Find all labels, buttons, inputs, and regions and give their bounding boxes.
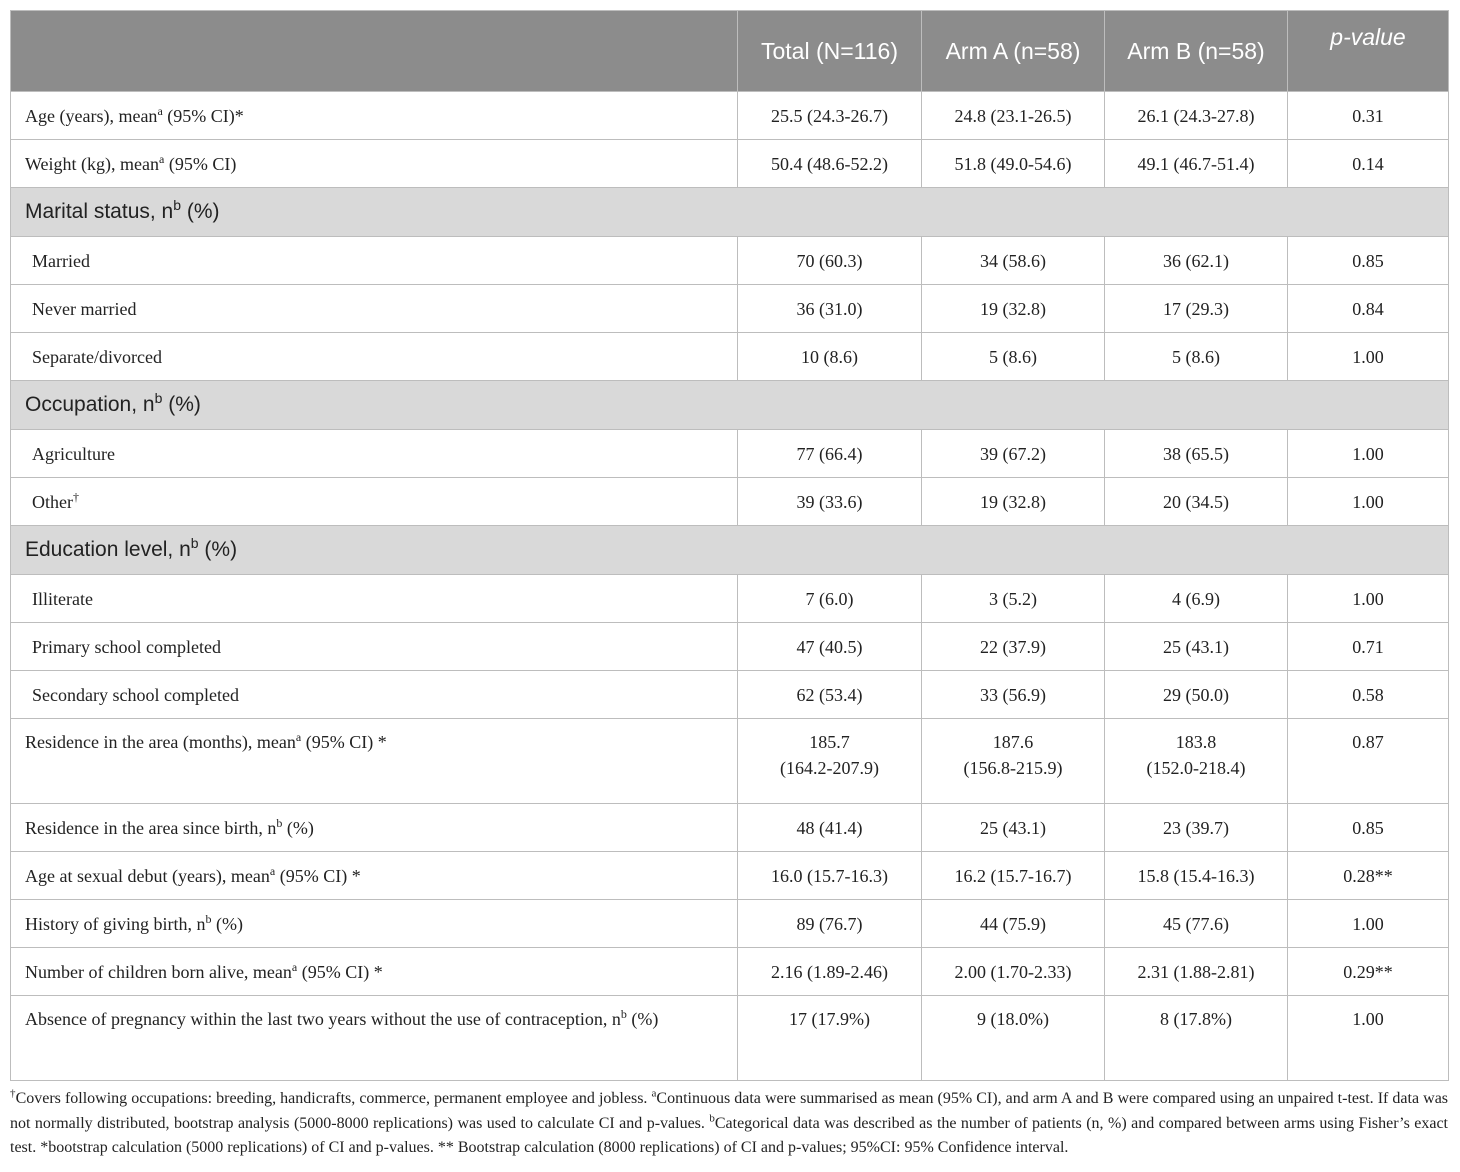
- cell-total: 77 (66.4): [738, 430, 922, 478]
- cell-arm-b: 5 (8.6): [1105, 333, 1288, 381]
- cell-pvalue: 1.00: [1288, 430, 1449, 478]
- row-label: Separate/divorced: [11, 333, 738, 381]
- row-label: Agriculture: [11, 430, 738, 478]
- cell-total: 89 (76.7): [738, 900, 922, 948]
- cell-total: 36 (31.0): [738, 285, 922, 333]
- table-row: [11, 623, 1449, 671]
- table-row: [11, 140, 1449, 188]
- cell-arm-a: 34 (58.6): [922, 237, 1105, 285]
- cell-total: 25.5 (24.3-26.7): [738, 92, 922, 140]
- row-label: Illiterate: [11, 575, 738, 623]
- row-label: Age (years), mean$^a$ (95% CI)*: [11, 92, 738, 140]
- cell-pvalue: 1.00: [1288, 478, 1449, 526]
- section-education-level: [11, 526, 1449, 575]
- cell-pvalue: 0.31: [1288, 92, 1449, 140]
- cell-pvalue: 1.00: [1288, 996, 1449, 1081]
- cell-arm-a: 187.6 (156.8-215.9): [922, 719, 1105, 804]
- cell-pvalue: 0.29**: [1288, 948, 1449, 996]
- table-header-row: [11, 11, 1449, 92]
- baseline-characteristics-table: [10, 10, 1449, 1081]
- table-row: [11, 671, 1449, 719]
- cell-arm-a: 51.8 (49.0-54.6): [922, 140, 1105, 188]
- cell-total: 10 (8.6): [738, 333, 922, 381]
- section-title: Education level, $n^b$ (%): [11, 526, 1449, 575]
- cell-arm-b: 25 (43.1): [1105, 623, 1288, 671]
- cell-arm-b: 23 (39.7): [1105, 804, 1288, 852]
- table-row: [11, 804, 1449, 852]
- cell-total: 7 (6.0): [738, 575, 922, 623]
- cell-pvalue: 0.71: [1288, 623, 1449, 671]
- cell-arm-a: 9 (18.0%): [922, 996, 1105, 1081]
- cell-arm-a: 19 (32.8): [922, 478, 1105, 526]
- row-label: Absence of pregnancy within the last two years without the use of contraception, $n^b$ (%): [11, 996, 738, 1081]
- header-blank: [11, 11, 738, 92]
- cell-arm-a: 44 (75.9): [922, 900, 1105, 948]
- cell-arm-b: 45 (77.6): [1105, 900, 1288, 948]
- cell-pvalue: 0.84: [1288, 285, 1449, 333]
- table-container: [10, 10, 1448, 1161]
- cell-arm-b: 20 (34.5): [1105, 478, 1288, 526]
- row-label: Number of children born alive, mean$^a$ (95% CI) *: [11, 948, 738, 996]
- table-footnote: †Covers following occupations: breeding, handicrafts, commerce, permanent employee and jobless. $^a$Continuous data were summarised as mean (95% CI), and arm A and B were compared using an unpaired t-test. If data was not normally distributed, bootstrap analysis (5000-8000 replications) was used to calculate CI and p-values. $^b$Categorical data was described as the number of patients (n, %) and compared between arms using Fisher’s exact test. *bootstrap calculation (5000 replications) of CI and p-values. ** Bootstrap calculation (8000 replications) of CI and p-values; 95%CI: 95% Confidence interval.: [10, 1087, 1449, 1156]
- cell-arm-a: 22 (37.9): [922, 623, 1105, 671]
- cell-pvalue: 1.00: [1288, 333, 1449, 381]
- row-label: Weight (kg), mean$^a$ (95% CI): [11, 140, 738, 188]
- cell-total: 62 (53.4): [738, 671, 922, 719]
- cell-arm-a: 39 (67.2): [922, 430, 1105, 478]
- cell-pvalue: 0.58: [1288, 671, 1449, 719]
- table-row: [11, 575, 1449, 623]
- cell-arm-b: 15.8 (15.4-16.3): [1105, 852, 1288, 900]
- cell-total: 2.16 (1.89-2.46): [738, 948, 922, 996]
- table-row: [11, 430, 1449, 478]
- cell-arm-a: 5 (8.6): [922, 333, 1105, 381]
- cell-total: 48 (41.4): [738, 804, 922, 852]
- cell-arm-b: 17 (29.3): [1105, 285, 1288, 333]
- row-label: Never married: [11, 285, 738, 333]
- section-title: Marital status, $n^b$ (%): [11, 188, 1449, 237]
- header-total: Total (N=116): [738, 11, 922, 92]
- cell-arm-a: 2.00 (1.70-2.33): [922, 948, 1105, 996]
- cell-total: 47 (40.5): [738, 623, 922, 671]
- table-row: [11, 948, 1449, 996]
- table-row: [11, 996, 1449, 1081]
- cell-total: 39 (33.6): [738, 478, 922, 526]
- table-row: [11, 900, 1449, 948]
- cell-arm-b: 26.1 (24.3-27.8): [1105, 92, 1288, 140]
- cell-total: 185.7 (164.2-207.9): [738, 719, 922, 804]
- cell-arm-b: 8 (17.8%): [1105, 996, 1288, 1081]
- section-occupation: [11, 381, 1449, 430]
- cell-arm-b: 38 (65.5): [1105, 430, 1288, 478]
- cell-arm-b: 29 (50.0): [1105, 671, 1288, 719]
- cell-total: 70 (60.3): [738, 237, 922, 285]
- cell-pvalue: 1.00: [1288, 900, 1449, 948]
- table-row: [11, 852, 1449, 900]
- cell-arm-a: 3 (5.2): [922, 575, 1105, 623]
- row-label: Other†: [11, 478, 738, 526]
- cell-arm-a: 24.8 (23.1-26.5): [922, 92, 1105, 140]
- cell-pvalue: 0.14: [1288, 140, 1449, 188]
- table-row: [11, 333, 1449, 381]
- row-label: History of giving birth, $n^b$ (%): [11, 900, 738, 948]
- table-row: [11, 92, 1449, 140]
- cell-arm-a: 33 (56.9): [922, 671, 1105, 719]
- table-row: [11, 237, 1449, 285]
- cell-arm-b: 36 (62.1): [1105, 237, 1288, 285]
- cell-arm-a: 16.2 (15.7-16.7): [922, 852, 1105, 900]
- table-row: [11, 285, 1449, 333]
- cell-total: 50.4 (48.6-52.2): [738, 140, 922, 188]
- cell-total: 17 (17.9%): [738, 996, 922, 1081]
- row-label: Primary school completed: [11, 623, 738, 671]
- cell-arm-b: 49.1 (46.7-51.4): [1105, 140, 1288, 188]
- cell-arm-a: 19 (32.8): [922, 285, 1105, 333]
- row-label: Residence in the area (months), mean$^a$ (95% CI) *: [11, 719, 738, 804]
- cell-pvalue: 0.87: [1288, 719, 1449, 804]
- header-arm-a: Arm A (n=58): [922, 11, 1105, 92]
- cell-arm-b: 4 (6.9): [1105, 575, 1288, 623]
- cell-arm-b: 183.8 (152.0-218.4): [1105, 719, 1288, 804]
- row-label: Residence in the area since birth, $n^b$ (%): [11, 804, 738, 852]
- header-arm-b: Arm B (n=58): [1105, 11, 1288, 92]
- row-label: Secondary school completed: [11, 671, 738, 719]
- header-pvalue: p-value: [1288, 11, 1449, 92]
- cell-pvalue: 1.00: [1288, 575, 1449, 623]
- table-row: [11, 719, 1449, 804]
- cell-total: 16.0 (15.7-16.3): [738, 852, 922, 900]
- cell-pvalue: 0.85: [1288, 237, 1449, 285]
- section-title: Occupation, $n^b$ (%): [11, 381, 1449, 430]
- table-row: [11, 478, 1449, 526]
- section-marital-status: [11, 188, 1449, 237]
- cell-arm-a: 25 (43.1): [922, 804, 1105, 852]
- cell-arm-b: 2.31 (1.88-2.81): [1105, 948, 1288, 996]
- cell-pvalue: 0.28**: [1288, 852, 1449, 900]
- row-label: Age at sexual debut (years), mean$^a$ (95% CI) *: [11, 852, 738, 900]
- cell-pvalue: 0.85: [1288, 804, 1449, 852]
- row-label: Married: [11, 237, 738, 285]
